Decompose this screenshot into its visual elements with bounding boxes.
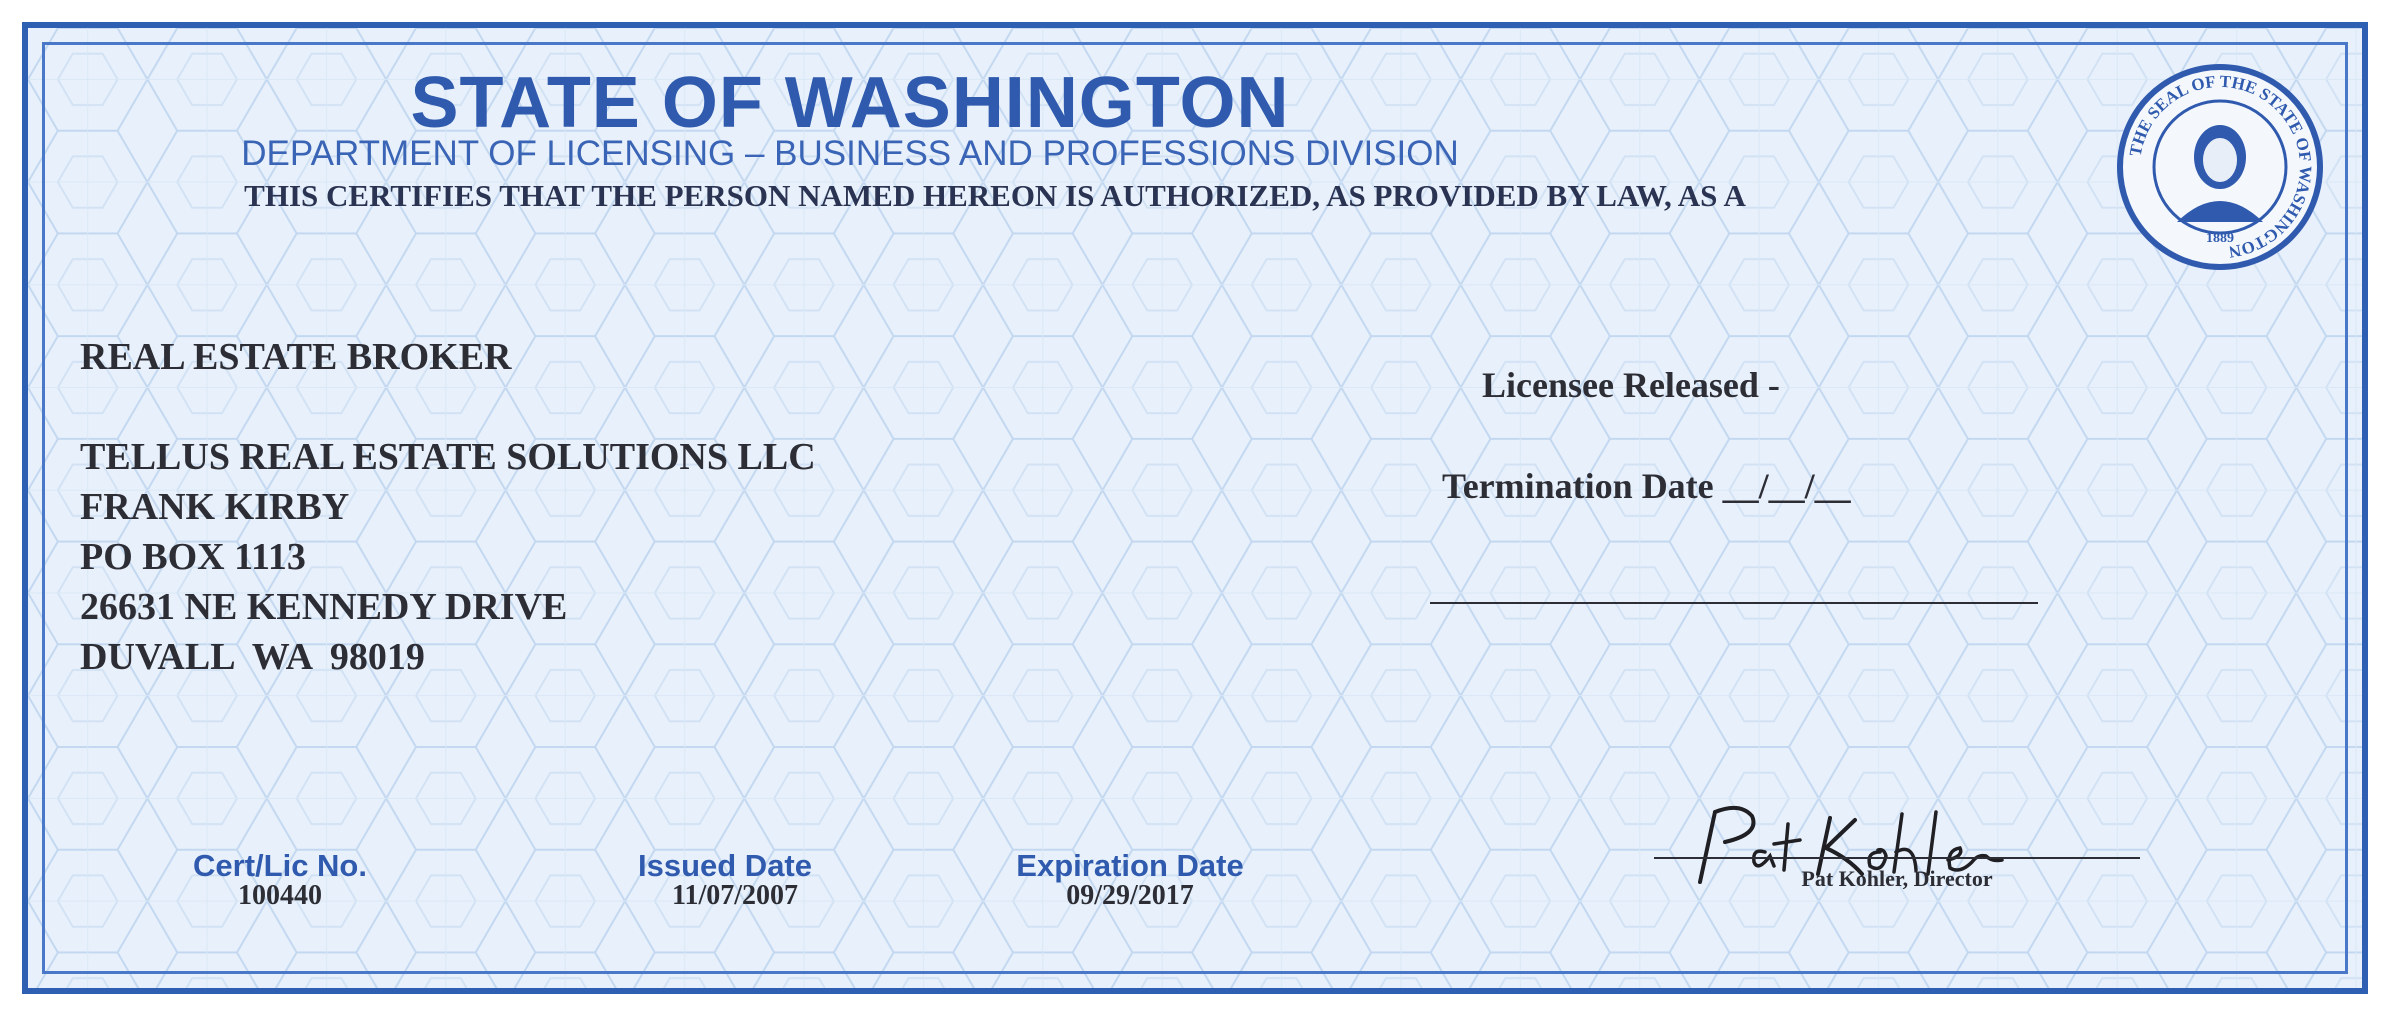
director-caption: Pat Kohler, Director	[1801, 866, 1993, 891]
business-name: TELLUS REAL ESTATE SOLUTIONS LLC	[80, 436, 816, 478]
city-state-zip: DUVALL WA 98019	[80, 636, 425, 678]
certification-statement: THIS CERTIFIES THAT THE PERSON NAMED HEREON IS AUTHORIZED, AS PROVIDED BY LAW, AS A	[244, 178, 1746, 213]
cert-number-label: Cert/Lic No.	[193, 848, 367, 883]
profession-title: REAL ESTATE BROKER	[80, 336, 512, 378]
address-line-1: PO BOX 1113	[80, 536, 306, 578]
state-seal-icon	[2115, 62, 2325, 272]
certificate-title: STATE OF WASHINGTON	[410, 63, 1290, 143]
licensee-released-label: Licensee Released -	[1482, 365, 1780, 405]
signature-line	[1654, 857, 2140, 859]
licensee-address-block	[80, 432, 816, 682]
release-signature-line	[1430, 602, 2038, 604]
seal-year: 1889	[2206, 231, 2234, 246]
issued-date-label: Issued Date	[637, 848, 812, 883]
termination-date-label: Termination Date __/__/__	[1442, 466, 1851, 506]
seal-text: THE SEAL OF THE STATE OF WASHINGTON	[2125, 71, 2316, 262]
cert-number-value: 100440	[238, 880, 322, 911]
licensee-name: FRANK KIRBY	[80, 486, 350, 528]
address-line-2: 26631 NE KENNEDY DRIVE	[80, 586, 568, 628]
expiration-date-label: Expiration Date	[1016, 848, 1244, 883]
issued-date-value: 11/07/2007	[671, 880, 798, 911]
department-name: DEPARTMENT OF LICENSING – BUSINESS AND PROFESSIONS DIVISION	[241, 134, 1459, 173]
expiration-date-value: 09/29/2017	[1066, 880, 1194, 911]
